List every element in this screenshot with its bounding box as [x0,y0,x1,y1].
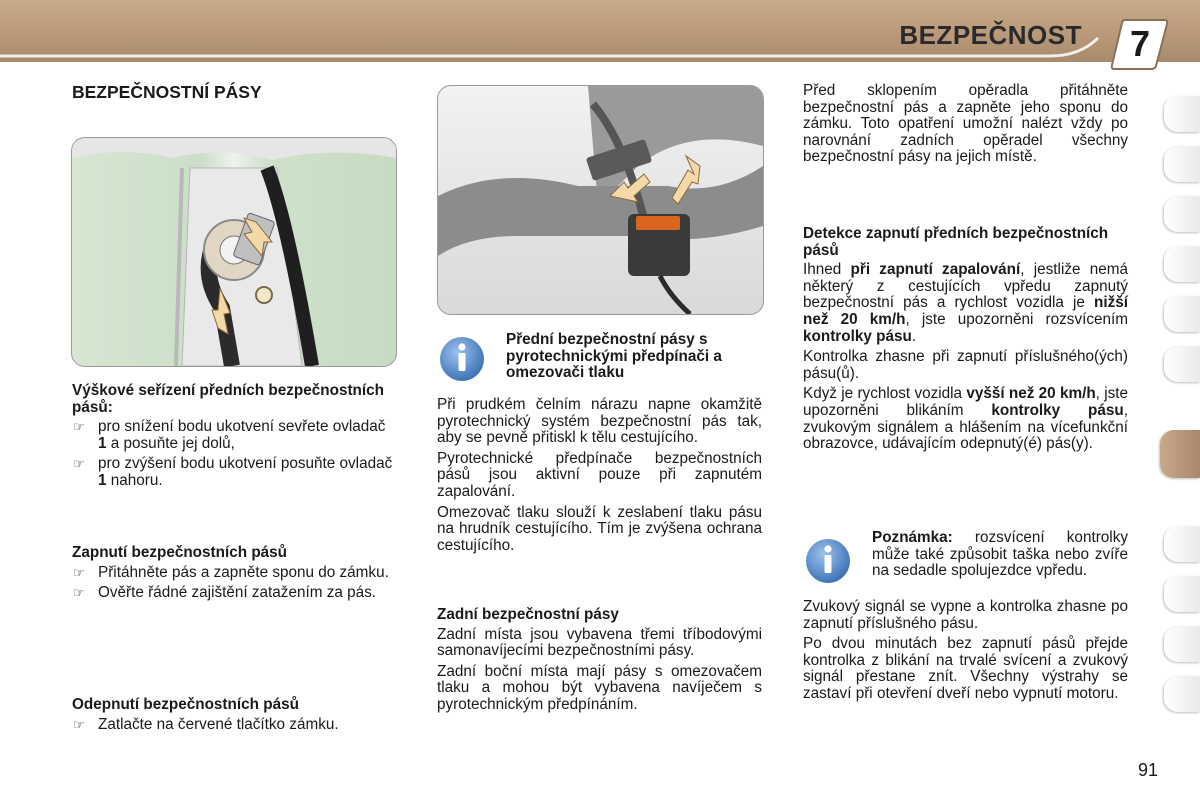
pointing-hand-icon: ☞ [73,419,85,435]
side-tab[interactable] [1164,626,1200,662]
height-adjust-heading: Výškové seřízení předních bezpečnostních pásů: [72,382,384,416]
list-item-text: Ověřte řádné zajištění zatažením za pás. [98,584,377,602]
note-label: Poznámka: [872,529,953,546]
paragraph: Zadní místa jsou vybavena třemi tříbodovými samonavíjecími bezpečnostními pásy. [437,625,762,660]
buckle-drawing [438,86,763,314]
seatbelt-height-adjuster-illustration [71,137,397,367]
paragraph: Zvukový signál se vypne a kontrolka zhasne po zapnutí příslušného pásu. [803,598,1128,632]
side-tab[interactable] [1164,146,1200,182]
detection-section [803,226,1128,457]
rear-belts-section [437,607,762,718]
list-item-text: Zatlačte na červené tlačítko zámku. [98,715,339,733]
paragraph: Před sklopením opěradla přitáhněte bezpečnostní pás a zapněte jeho sponu do zámku. Toto opatření umožní nalézt vždy po narovnání zadních opěradel všechny bezpečnostní pásy na jejich místě. [803,82,1128,166]
pointing-hand-icon: ☞ [73,585,85,601]
list-item-text: Přitáhněte pás a zapněte sponu do zámku. [98,563,389,581]
fasten-section [72,545,397,606]
list-item [72,419,397,452]
pointing-hand-icon: ☞ [73,564,85,580]
list-item [72,717,397,734]
rear-belts-heading: Zadní bezpečnostní pásy [437,606,619,623]
unfasten-section [72,697,397,737]
fasten-heading: Zapnutí bezpečnostních pásů [72,544,288,561]
seatbelt-buckle-illustration [437,85,764,315]
paragraph: Při prudkém čelním nárazu napne okamžitě pyrotechnický systém bezpečnostní pás tak, aby se pevně přitiskl k tělu cestujícího. [437,396,762,447]
paragraph: Pyrotechnické předpínače bezpečnostních pásů jsou aktivní pouze při zapnutém zapalování. [437,449,762,500]
paragraph: Po dvou minutách bez zapnutí pásů přejde kontrolka z blikání na trvalé svícení a zvukový signál přestane znít. Všechny výstrahy se zastaví při otevření dveří nebo vypnutí motoru. [803,635,1128,702]
detection-heading: Detekce zapnutí předních bezpečnostních pásů [803,225,1109,259]
outro-text [803,599,1128,707]
section-title: BEZPEČNOSTNÍ PÁSY [72,82,262,102]
list-item-text: pro zvýšení bodu ukotvení posuňte ovladač 1 nahoru. [98,455,393,489]
list-item [72,565,397,582]
list-item [72,456,397,489]
intro-text [803,83,1128,170]
list-item [72,585,397,602]
pyrotechnic-text [437,397,762,558]
info-note-remark [803,530,1128,596]
side-tab[interactable] [1164,96,1200,132]
pointing-hand-icon: ☞ [73,716,85,732]
chapter-title: BEZPEČNOST [899,20,1082,50]
info-title: Přední bezpečnostní pásy s pyrotechnickými předpínači a omezovači tlaku [506,331,722,382]
paragraph: Kontrolka zhasne při zapnutí příslušného(ých) pásu(ů). [803,348,1128,382]
side-tab[interactable] [1164,296,1200,332]
page-number: 91 [1137,760,1158,780]
side-tab-active-chapter-7[interactable] [1160,430,1200,478]
list-item-text: pro snížení bodu ukotvení sevřete ovladač 1 a posuňte jej dolů, [98,418,386,452]
info-icon [803,534,853,584]
paragraph: Zadní boční místa mají pásy s omezovačem tlaku a mohou být vybavena navíječem s pyrotechnickým předpínáním. [437,662,762,713]
unfasten-heading: Odepnutí bezpečnostních pásů [72,696,299,713]
note-text: Poznámka: rozsvícení kontrolky může také způsobit taška nebo zvíře na sedadle spolujezdce vpředu. [872,529,1128,580]
side-tab[interactable] [1164,576,1200,612]
side-tab[interactable] [1164,196,1200,232]
side-tab[interactable] [1164,346,1200,382]
side-tab-strip [1160,96,1200,716]
info-note-pyrotechnic [437,332,762,388]
paragraph: Omezovač tlaku slouží k zeslabení tlaku pásu na hrudník cestujícího. Tím je zvýšena ochrana cestujícího. [437,503,762,554]
paragraph: Když je rychlost vozidla vyšší než 20 km/h, jste upozorněni blikáním kontrolky pásu, zvukovým signálem a hlášením na vícefunkční obrazovce, udávajícím odepnutý(é) pás(y). [803,385,1129,453]
info-icon [437,332,487,382]
height-adjust-section [72,383,397,494]
pointing-hand-icon: ☞ [73,456,85,472]
side-tab[interactable] [1164,676,1200,712]
pillar-drawing [72,138,396,366]
side-tab[interactable] [1164,526,1200,562]
side-tab[interactable] [1164,246,1200,282]
paragraph: Ihned při zapnutí zapalování, jestliže nemá některý z cestujících vpředu zapnutý bezpečnostní pás a rychlost vozidla je nižší než 20 km/h, jste upozorněni rozsvícením kontrolky pásu. [803,261,1128,345]
chapter-number: 7 [1129,23,1151,64]
